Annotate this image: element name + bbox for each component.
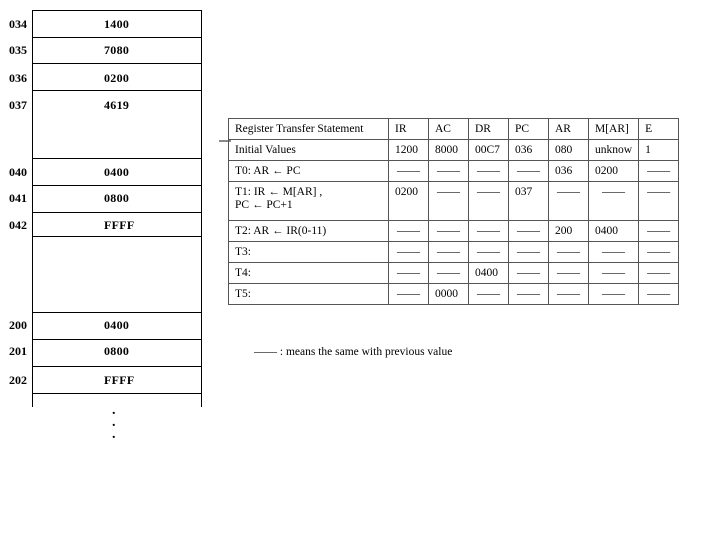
register-cell: ——	[389, 242, 429, 263]
register-cell: 0200	[389, 182, 429, 221]
memory-value: 0400	[104, 318, 130, 332]
statement-cell: T4:	[229, 263, 389, 284]
register-cell: ——	[639, 242, 679, 263]
memory-divider	[33, 339, 201, 340]
memory-divider	[33, 236, 201, 237]
register-cell: 200	[549, 221, 589, 242]
memory-address: 042	[9, 218, 27, 232]
register-cell: 1200	[389, 140, 429, 161]
register-cell: ——	[589, 284, 639, 305]
memory-value: FFFF	[104, 373, 135, 387]
register-cell: 1	[639, 140, 679, 161]
register-cell: ——	[389, 221, 429, 242]
ellipsis: . . .	[112, 403, 116, 442]
memory-address: 036	[9, 71, 27, 85]
register-cell: 080	[549, 140, 589, 161]
register-cell: ——	[589, 182, 639, 221]
register-cell: 036	[549, 161, 589, 182]
table-row	[229, 284, 679, 305]
register-cell: ——	[389, 263, 429, 284]
table-row	[229, 263, 679, 284]
statement-cell: T1: IR ← M[AR] , PC ← PC+1	[229, 182, 389, 221]
register-cell: AC	[429, 119, 469, 140]
register-cell: ——	[509, 221, 549, 242]
memory-value: FFFF	[104, 218, 135, 232]
memory-address: 040	[9, 165, 27, 179]
memory-divider	[33, 185, 201, 186]
register-cell: ——	[469, 284, 509, 305]
register-cell: ——	[639, 161, 679, 182]
register-cell: IR	[389, 119, 429, 140]
memory-address: 035	[9, 43, 27, 57]
register-cell: 0000	[429, 284, 469, 305]
memory-column	[0, 10, 202, 406]
table-row	[229, 140, 679, 161]
register-cell: ——	[549, 284, 589, 305]
memory-address: 202	[9, 373, 27, 387]
register-cell: 036	[509, 140, 549, 161]
table-row	[229, 242, 679, 263]
register-cell: ——	[509, 284, 549, 305]
register-cell: ——	[549, 263, 589, 284]
memory-address: 201	[9, 344, 27, 358]
statement-cell: T3:	[229, 242, 389, 263]
register-cell: ——	[589, 242, 639, 263]
register-cell: ——	[469, 182, 509, 221]
register-cell: ——	[639, 182, 679, 221]
memory-value: 1400	[104, 17, 130, 31]
legend-note: —— : means the same with previous value	[254, 346, 453, 358]
table-row	[229, 182, 679, 221]
register-cell: PC	[509, 119, 549, 140]
memory-divider	[33, 212, 201, 213]
register-cell: 037	[509, 182, 549, 221]
table-row	[229, 161, 679, 182]
memory-value: 0400	[104, 165, 130, 179]
memory-divider	[33, 37, 201, 38]
statement-cell: Register Transfer Statement	[229, 119, 389, 140]
register-cell: ——	[639, 263, 679, 284]
register-cell: E	[639, 119, 679, 140]
register-cell: unknow	[589, 140, 639, 161]
memory-divider	[33, 158, 201, 159]
register-cell: ——	[549, 182, 589, 221]
statement-cell: T2: AR ← IR(0-11)	[229, 221, 389, 242]
register-cell: ——	[389, 284, 429, 305]
memory-address: 037	[9, 98, 27, 112]
register-cell: ——	[509, 242, 549, 263]
register-cell: ——	[429, 263, 469, 284]
memory-address: 200	[9, 318, 27, 332]
memory-divider	[33, 393, 201, 394]
memory-divider	[33, 312, 201, 313]
statement-cell: Initial Values	[229, 140, 389, 161]
memory-divider	[33, 90, 201, 91]
memory-address: 041	[9, 191, 27, 205]
register-cell: 00C7	[469, 140, 509, 161]
memory-value: 4619	[104, 98, 130, 112]
register-cell: 0200	[589, 161, 639, 182]
register-cell: AR	[549, 119, 589, 140]
statement-cell: T0: AR ← PC	[229, 161, 389, 182]
register-cell: ——	[469, 221, 509, 242]
register-cell: ——	[469, 161, 509, 182]
memory-value: 0800	[104, 344, 130, 358]
register-cell: ——	[429, 221, 469, 242]
register-cell: ——	[469, 242, 509, 263]
memory-divider	[33, 366, 201, 367]
memory-value: 0200	[104, 71, 130, 85]
register-cell: ——	[639, 284, 679, 305]
memory-value: 0800	[104, 191, 130, 205]
memory-value: 7080	[104, 43, 130, 57]
memory-divider	[33, 63, 201, 64]
register-cell: 0400	[469, 263, 509, 284]
register-cell: ——	[549, 242, 589, 263]
register-cell: 8000	[429, 140, 469, 161]
register-cell: ——	[589, 263, 639, 284]
register-cell: ——	[429, 161, 469, 182]
memory-address: 034	[9, 17, 27, 31]
register-cell: ——	[429, 242, 469, 263]
table-header-row	[229, 119, 679, 140]
register-cell: DR	[469, 119, 509, 140]
register-cell: ——	[509, 161, 549, 182]
register-cell: ——	[639, 221, 679, 242]
register-cell: M[AR]	[589, 119, 639, 140]
register-cell: ——	[429, 182, 469, 221]
register-transfer-table	[228, 118, 679, 305]
statement-cell: T5:	[229, 284, 389, 305]
register-cell: ——	[389, 161, 429, 182]
table-row	[229, 221, 679, 242]
register-cell: ——	[509, 263, 549, 284]
register-cell: 0400	[589, 221, 639, 242]
